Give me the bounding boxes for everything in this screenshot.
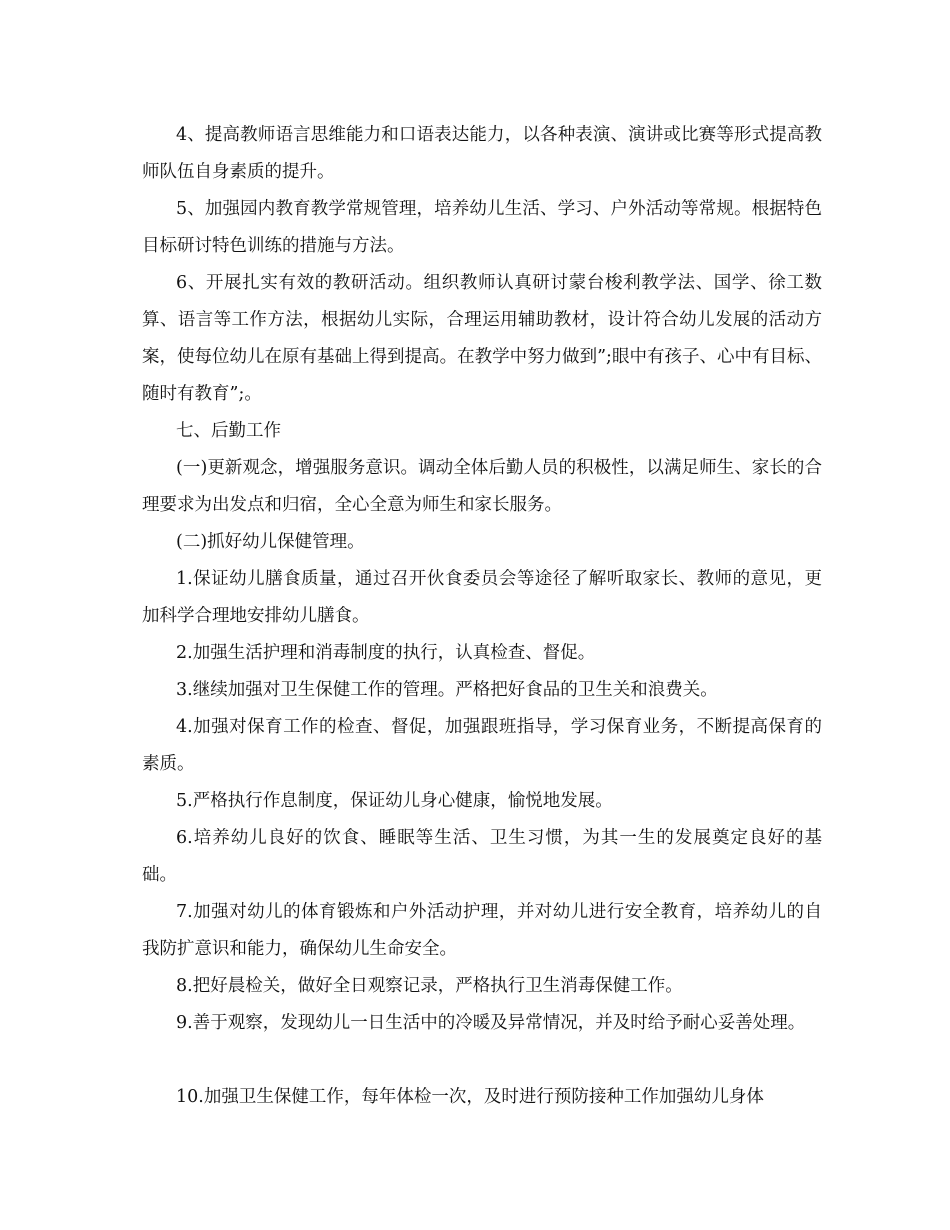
paragraph-service-awareness: (一)更新观念，增强服务意识。调动全体后勤人员的积极性，以满足师生、家长的合理要求为出发点和归宿，全心全意为师生和家长服务。 xyxy=(142,458,822,515)
paragraph-routine-management: 5、加强园内教育教学常规管理，培养幼儿生活、学习、户外活动等常规。根据特色目标研讨特色训练的措施与方法。 xyxy=(142,199,822,256)
subheading-health-management: (二)抓好幼儿保健管理。 xyxy=(176,532,365,552)
list-item-meal-quality: 1.保证幼儿膳食质量，通过召开伙食委员会等途径了解听取家长、教师的意见，更加科学合理地安排幼儿膳食。 xyxy=(142,569,822,626)
paragraph-teacher-language: 4、提高教师语言思维能力和口语表达能力，以各种表演、演讲或比赛等形式提高教师队伍自身素质的提升。 xyxy=(142,125,822,182)
list-item-schedule: 5.严格执行作息制度，保证幼儿身心健康，愉悦地发展。 xyxy=(176,791,613,811)
list-item-nursing-supervision: 4.加强对保育工作的检查、督促，加强跟班指导，学习保育业务，不断提高保育的素质。 xyxy=(142,717,822,774)
list-item-habits: 6.培养幼儿良好的饮食、睡眠等生活、卫生习惯，为其一生的发展奠定良好的基础。 xyxy=(142,828,822,885)
list-item-health-checkup: 10.加强卫生保健工作，每年体检一次，及时进行预防接种工作加强幼儿身体 xyxy=(176,1087,764,1107)
list-item-observation: 9.善于观察，发现幼儿一日生活中的冷暖及异常情况，并及时给予耐心妥善处理。 xyxy=(176,1013,806,1033)
list-item-disinfection: 2.加强生活护理和消毒制度的执行，认真检查、督促。 xyxy=(176,643,596,663)
list-item-hygiene-care: 3.继续加强对卫生保健工作的管理。严格把好食品的卫生关和浪费关。 xyxy=(176,680,718,700)
paragraph-teaching-research: 6、开展扎实有效的教研活动。组织教师认真研讨蒙台梭利教学法、国学、徐工数算、语言等工作方法，根据幼儿实际，合理运用辅助教材，设计符合幼儿发展的活动方案，使每位幼儿在原有基础上得到提高。在教学中努力做到”;眼中有孩子、心中有目标、随时有教育”;。 xyxy=(142,273,822,404)
section-heading-logistics: 七、后勤工作 xyxy=(176,421,281,441)
list-item-physical-safety: 7.加强对幼儿的体育锻炼和户外活动护理，并对幼儿进行安全教育，培养幼儿的自我防扩意识和能力，确保幼儿生命安全。 xyxy=(142,902,822,959)
list-item-morning-check: 8.把好晨检关，做好全日观察记录，严格执行卫生消毒保健工作。 xyxy=(176,976,683,996)
